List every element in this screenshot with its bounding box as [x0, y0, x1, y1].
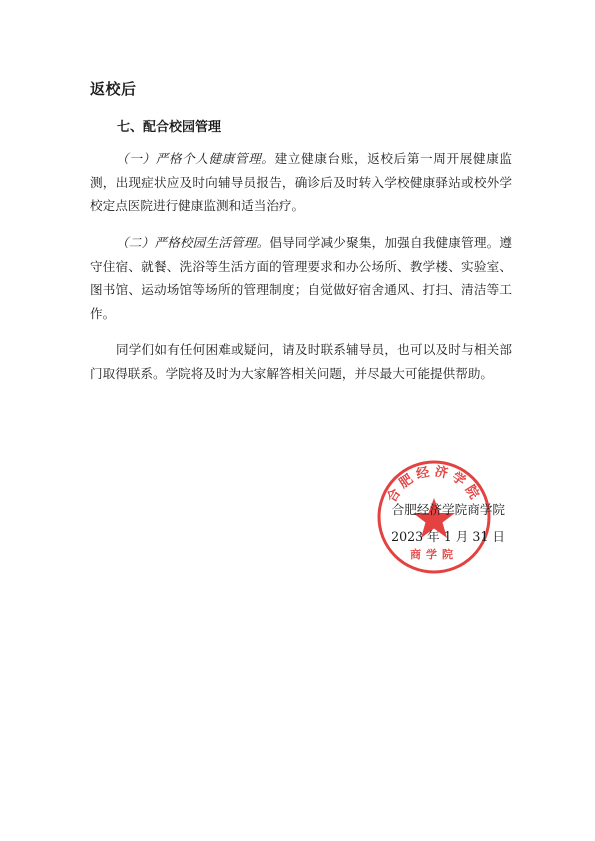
paragraph-lead: （一）严格个人健康管理。	[116, 151, 275, 166]
section-title: 返校后	[90, 80, 137, 98]
paragraph-text: 同学们如有任何困难或疑问，请及时联系辅导员，也可以及时与相关部门取得联系。学院将及时为大家解答相关问题，并尽最大可能提供帮助。	[90, 342, 512, 381]
seal-top-text: 合肥经济学院	[384, 464, 484, 506]
paragraph-lead: （二）严格校园生活管理。	[116, 235, 270, 250]
paragraph-health-management	[90, 147, 512, 218]
subsection-title: 七、配合校园管理	[117, 120, 222, 135]
paragraph-campus-life	[90, 231, 512, 325]
signature-date: 2023 年 1 月 31 日	[391, 529, 505, 544]
paragraph-text: 倡导同学减少聚集，加强自我健康管理。遵守住宿、就餐、洗浴等生活方面的管理要求和办公场所、教学楼、实验室、图书馆、运动场馆等场所的管理制度；自觉做好宿舍通风、打扫、清洁等工作。	[90, 235, 513, 321]
signature-organization: 合肥经济学院商学院	[391, 502, 505, 517]
paragraph-text: 建立健康台账，返校后第一周开展健康监测，出现症状应及时向辅导员报告，确诊后及时转入学校健康驿站或校外学校定点医院进行健康监测和适当治疗。	[90, 151, 513, 214]
seal-bottom-text: 商学院	[410, 548, 458, 561]
paragraph-contact	[90, 338, 512, 385]
